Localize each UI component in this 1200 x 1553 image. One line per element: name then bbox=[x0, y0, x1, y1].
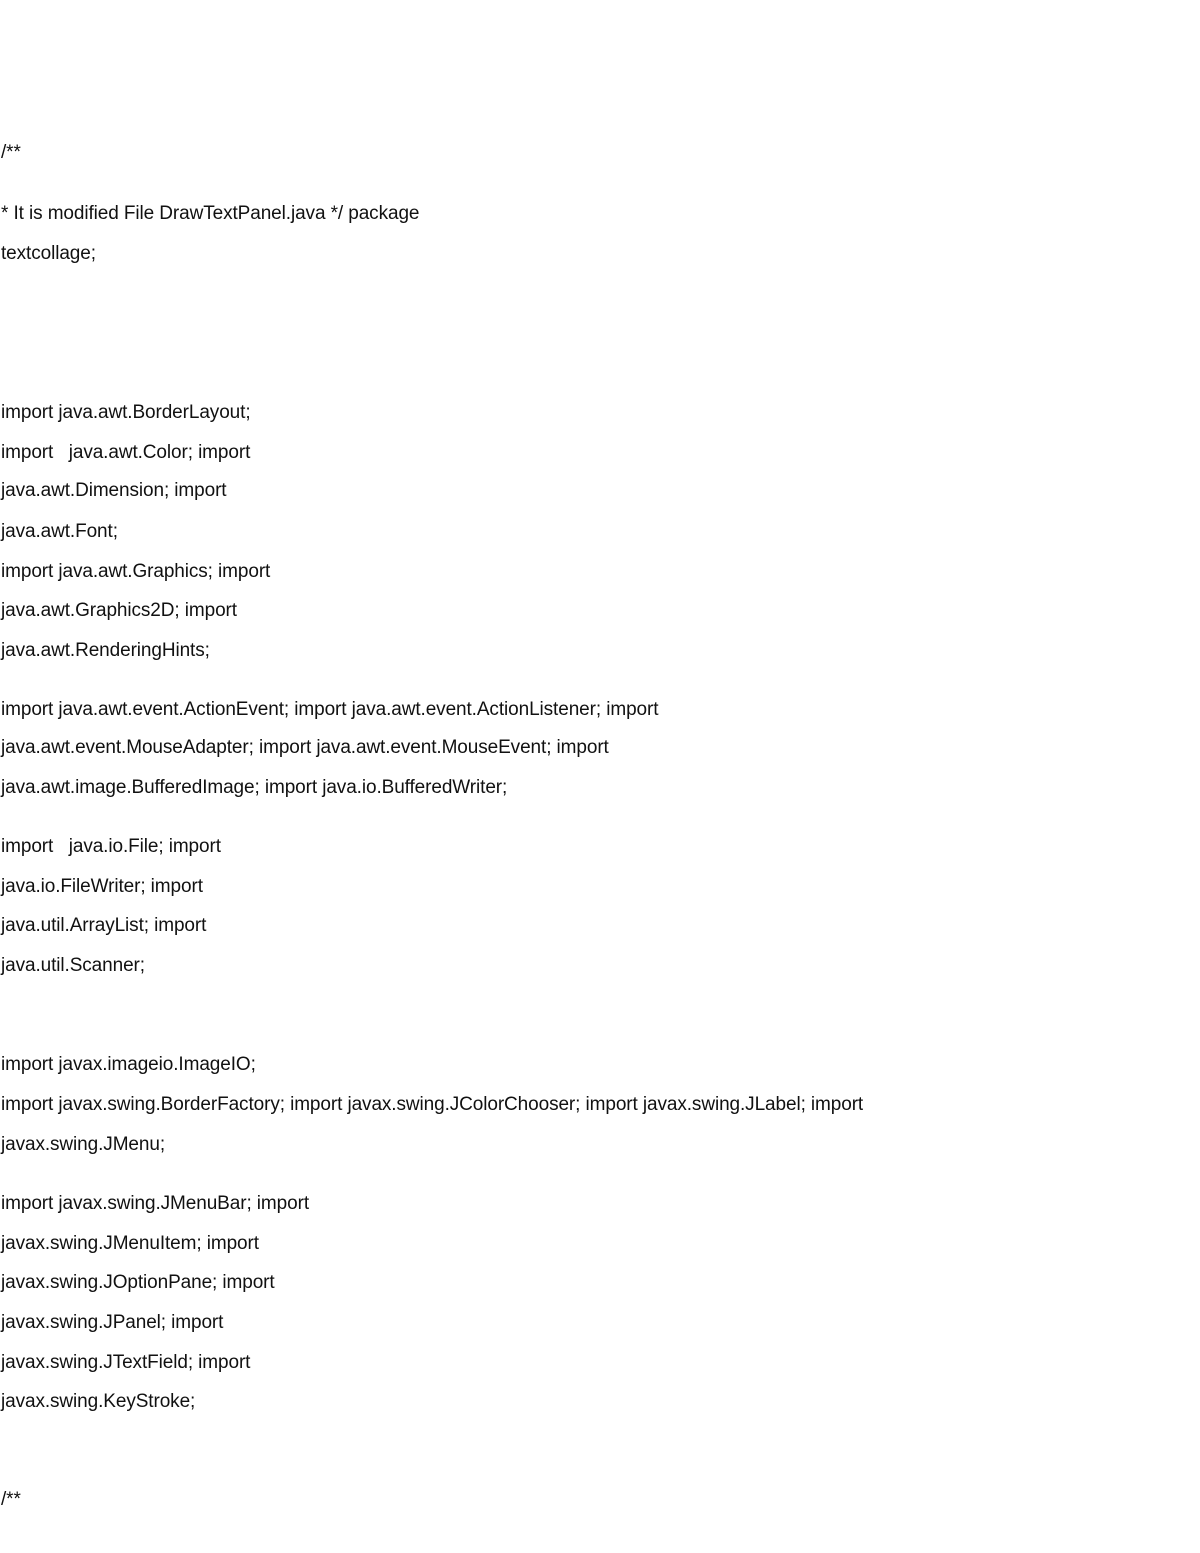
code-line: /** bbox=[1, 142, 21, 163]
code-line: javax.swing.KeyStroke; bbox=[1, 1391, 196, 1412]
code-line: java.util.ArrayList; import bbox=[1, 915, 207, 936]
code-line: import java.awt.Graphics; import bbox=[1, 561, 271, 582]
code-line: import java.awt.Color; import bbox=[1, 442, 251, 463]
code-line: import java.awt.BorderLayout; bbox=[1, 402, 251, 423]
code-line: java.io.FileWriter; import bbox=[1, 876, 203, 897]
code-line: * It is modified File DrawTextPanel.java */ package bbox=[1, 203, 420, 224]
code-line: java.awt.Font; bbox=[1, 521, 118, 542]
code-line: java.util.Scanner; bbox=[1, 955, 145, 976]
code-line: java.awt.Dimension; import bbox=[1, 480, 227, 501]
code-line: javax.swing.JMenu; bbox=[1, 1134, 165, 1155]
code-line: javax.swing.JTextField; import bbox=[1, 1352, 251, 1373]
code-line: /** bbox=[1, 1489, 21, 1510]
code-line: java.awt.RenderingHints; bbox=[1, 640, 210, 661]
code-line: import javax.swing.JMenuBar; import bbox=[1, 1193, 309, 1214]
code-line: textcollage; bbox=[1, 243, 96, 264]
code-line: import javax.swing.BorderFactory; import javax.swing.JColorChooser; import javax.swing.JLabel; import bbox=[1, 1094, 864, 1115]
code-line: java.awt.event.MouseAdapter; import java.awt.event.MouseEvent; import bbox=[1, 737, 609, 758]
code-line: import javax.imageio.ImageIO; bbox=[1, 1054, 256, 1075]
code-line: javax.swing.JOptionPane; import bbox=[1, 1272, 275, 1293]
code-line: java.awt.image.BufferedImage; import java.io.BufferedWriter; bbox=[1, 777, 508, 798]
code-line: javax.swing.JPanel; import bbox=[1, 1312, 224, 1333]
code-line: import java.awt.event.ActionEvent; import java.awt.event.ActionListener; import bbox=[1, 699, 659, 720]
code-line: java.awt.Graphics2D; import bbox=[1, 600, 237, 621]
code-line: import java.io.File; import bbox=[1, 836, 221, 857]
code-line: javax.swing.JMenuItem; import bbox=[1, 1233, 259, 1254]
